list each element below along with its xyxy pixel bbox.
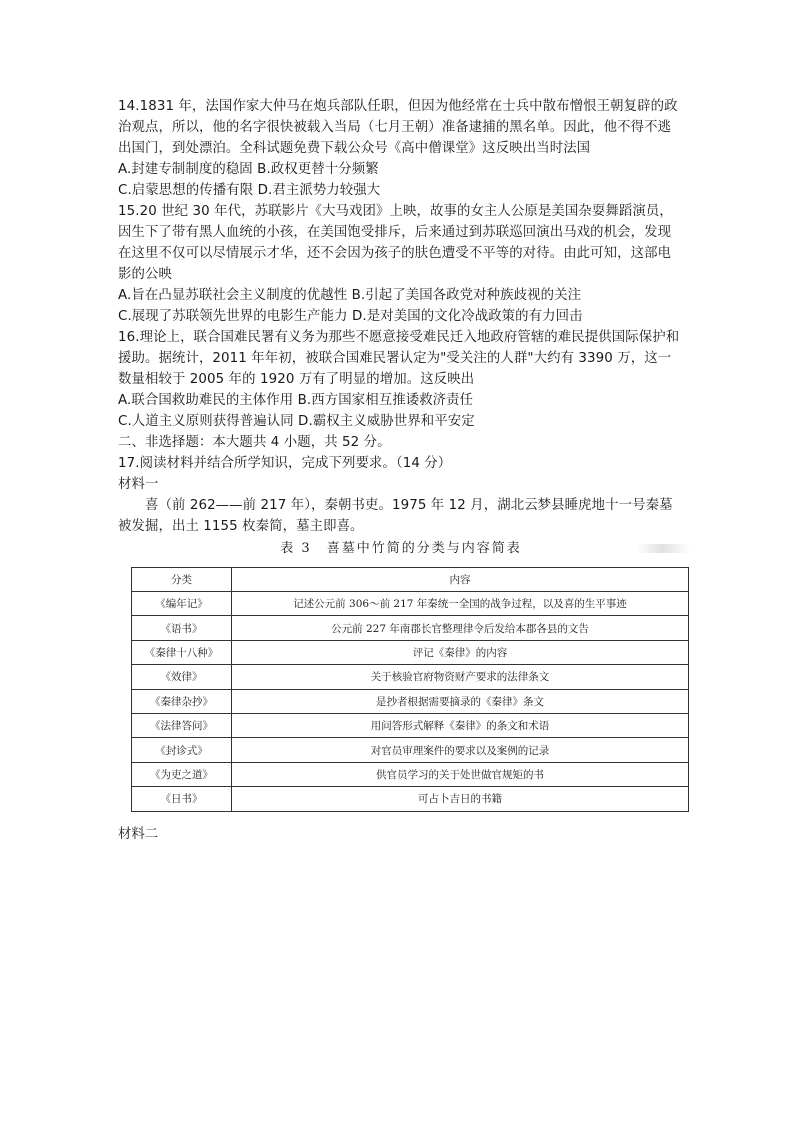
- q16-options-ab: A.联合国救助难民的主体作用 B.西方国家相互推诿救济责任: [118, 393, 474, 408]
- q14-options-ab: A.封建专制制度的稳固 B.政权更替十分频繁: [118, 162, 379, 177]
- section-heading: 二、非选择题：本大题共 4 小题，共 52 分。: [118, 435, 391, 450]
- table-row: [132, 762, 689, 786]
- table-row: [132, 738, 689, 762]
- material1-label: 材料一: [118, 477, 159, 492]
- table-row: [132, 665, 689, 689]
- header-category: 分类: [132, 568, 232, 592]
- q16-stem: 16.理论上，联合国难民署有义务为那些不愿意接受难民迁入地政府管辖的难民提供国际保护和援助。据统计，2011 年年初，被联合国难民署认定为"受关注的人群"大约有 3390 万，这一数量相较于 2005 年的 1920 万有了明显的增加。这反映出: [118, 330, 680, 387]
- table-title: 表 3 喜墓中竹简的分类与内容简表: [280, 541, 522, 556]
- row-content: 对官员审理案件的要求以及案例的记录: [232, 738, 689, 762]
- table-row: [132, 713, 689, 737]
- bamboo-slips-table: [131, 567, 689, 812]
- q15-options-ab: A.旨在凸显苏联社会主义制度的优越性 B.引起了美国各政党对种族歧视的关注: [118, 288, 582, 303]
- row-content: 公元前 227 年南郡长官整理律令后发给本郡各县的文告: [232, 616, 689, 640]
- table-row: [132, 616, 689, 640]
- table-header-row: [132, 568, 689, 592]
- question-block: [118, 96, 684, 537]
- row-content: 供官员学习的关于处世做官规矩的书: [232, 762, 689, 786]
- row-category: 《语书》: [132, 616, 232, 640]
- table-row: [132, 592, 689, 616]
- table-row: [132, 640, 689, 664]
- q14-options-cd: C.启蒙思想的传播有限 D.君主派势力较强大: [118, 183, 381, 198]
- q14-stem: 14.1831 年，法国作家大仲马在炮兵部队任职，但因为他经常在士兵中散布憎恨王朝复辟的政治观点，所以，他的名字很快被载入当局（七月王朝）准备逮捕的黑名单。因此，他不得不逃出国门，到处漂泊。全科试题免费下载公众号《高中僧课堂》这反映出当时法国: [118, 99, 678, 156]
- header-content: 内容: [232, 568, 689, 592]
- row-content: 用问答形式解释《秦律》的条文和术语: [232, 713, 689, 737]
- q17-stem: 17.阅读材料并结合所学知识，完成下列要求。（14 分）: [118, 456, 452, 471]
- row-content: 评记《秦律》的内容: [232, 640, 689, 664]
- q16-options-cd: C.人道主义原则获得普遍认同 D.霸权主义威胁世界和平安定: [118, 414, 475, 429]
- row-content: 关于核验官府物资财产要求的法律条文: [232, 665, 689, 689]
- table-row: [132, 787, 689, 811]
- table-row: [132, 689, 689, 713]
- row-category: 《编年记》: [132, 592, 232, 616]
- row-category: 《封诊式》: [132, 738, 232, 762]
- row-category: 《效律》: [132, 665, 232, 689]
- row-category: 《日书》: [132, 787, 232, 811]
- row-category: 《法律答问》: [132, 713, 232, 737]
- row-category: 《秦律十八种》: [132, 640, 232, 664]
- q15-options-cd: C.展现了苏联领先世界的电影生产能力 D.是对美国的文化冷战政策的有力回击: [118, 309, 583, 324]
- material1-text: 喜（前 262——前 217 年），秦朝书吏。1975 年 12 月，湖北云梦县睡虎地十一号秦墓被发掘，出土 1155 枚秦简，墓主即喜。: [118, 498, 673, 534]
- q15-stem: 15.20 世纪 30 年代，苏联影片《大马戏团》上映，故事的女主人公原是美国杂耍舞蹈演员，因生下了带有黑人血统的小孩，在美国饱受排斥，后来通过到苏联巡回演出马戏的机会，发现在这里不仅可以尽情展示才华，还不会因为孩子的肤色遭受不平等的对待。由此可知，这部电影的公映: [118, 204, 673, 282]
- row-content: 记述公元前 306～前 217 年秦统一全国的战争过程，以及喜的生平事迹: [232, 592, 689, 616]
- row-content: 可占卜吉日的书籍: [232, 787, 689, 811]
- row-content: 是抄者根据需要摘录的《秦律》条文: [232, 689, 689, 713]
- material2-label: 材料二: [118, 827, 159, 842]
- row-category: 《秦律杂抄》: [132, 689, 232, 713]
- row-category: 《为吏之道》: [132, 762, 232, 786]
